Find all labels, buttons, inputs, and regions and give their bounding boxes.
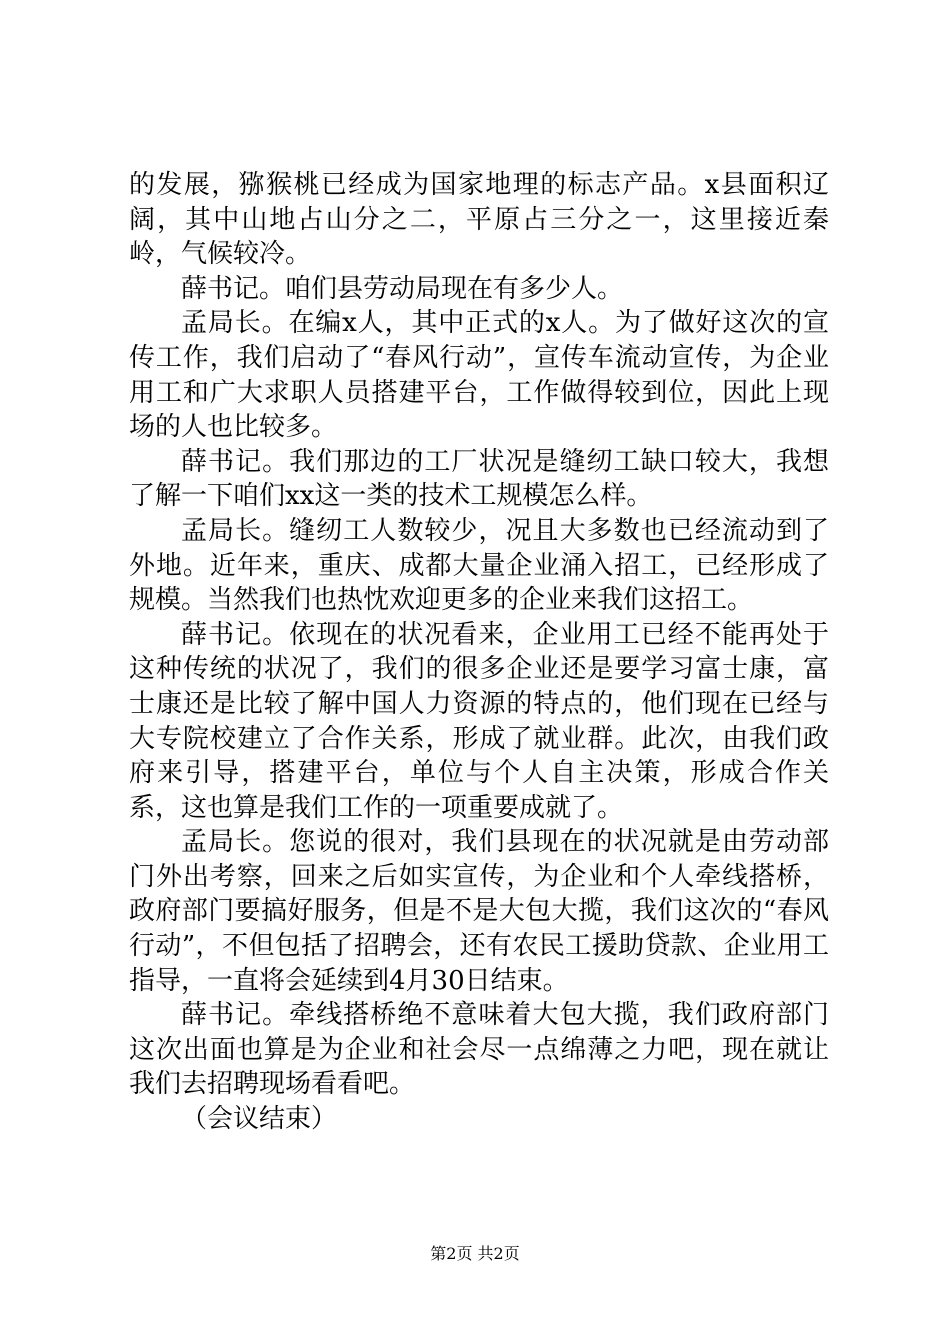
page-footer (0, 1244, 950, 1264)
paragraph-3: 孟局长。在编x人，其中正式的x人。为了做好这次的宣传工作，我们启动了“春风行动”，宣传车流动宣传，为企业用工和广大求职人员搭建平台，工作做得较到位，因此上现场的人也比较多。 (129, 308, 829, 443)
paragraph-1: 的发展，猕猴桃已经成为国家地理的标志产品。x县面积辽阔，其中山地占山分之二，平原占三分之一，这里接近秦岭，气候较冷。 (129, 170, 829, 270)
paragraph-4: 薛书记。我们那边的工厂状况是缝纫工缺口较大，我想了解一下咱们xx这一类的技术工规模怎么样。 (129, 446, 829, 512)
closing-note: （会议结束） (181, 1104, 338, 1135)
paragraph-2: 薛书记。咱们县劳动局现在有多少人。 (181, 273, 624, 304)
paragraph-7: 孟局长。您说的很对，我们县现在的状况就是由劳动部门外出考察，回来之后如实宣传，为企业和个人牵线搭桥，政府部门要搞好服务，但是不是大包大揽，我们这次的“春风行动”，不但包括了招聘会，还有农民工援助贷款、企业用工指导，一直将会延续到4月30日结束。 (129, 827, 829, 996)
page-number: 第2页 共2页 (430, 1244, 520, 1263)
paragraph-5: 孟局长。缝纫工人数较少，况且大多数也已经流动到了外地。近年来，重庆、成都大量企业涌入招工，已经形成了规模。当然我们也热忱欢迎更多的企业来我们这招工。 (129, 515, 829, 616)
paragraph-8: 薛书记。牵线搭桥绝不意味着大包大揽，我们政府部门这次出面也算是为企业和社会尽一点绵薄之力吧，现在就让我们去招聘现场看看吧。 (129, 1000, 829, 1100)
document-body (129, 168, 829, 1137)
paragraph-6: 薛书记。依现在的状况看来，企业用工已经不能再处于这种传统的状况了，我们的很多企业还是要学习富士康，富士康还是比较了解中国人力资源的特点的，他们现在已经与大专院校建立了合作关系，形成了就业群。此次，由我们政府来引导，搭建平台，单位与个人自主决策，形成合作关系，这也算是我们工作的一项重要成就了。 (129, 619, 829, 823)
